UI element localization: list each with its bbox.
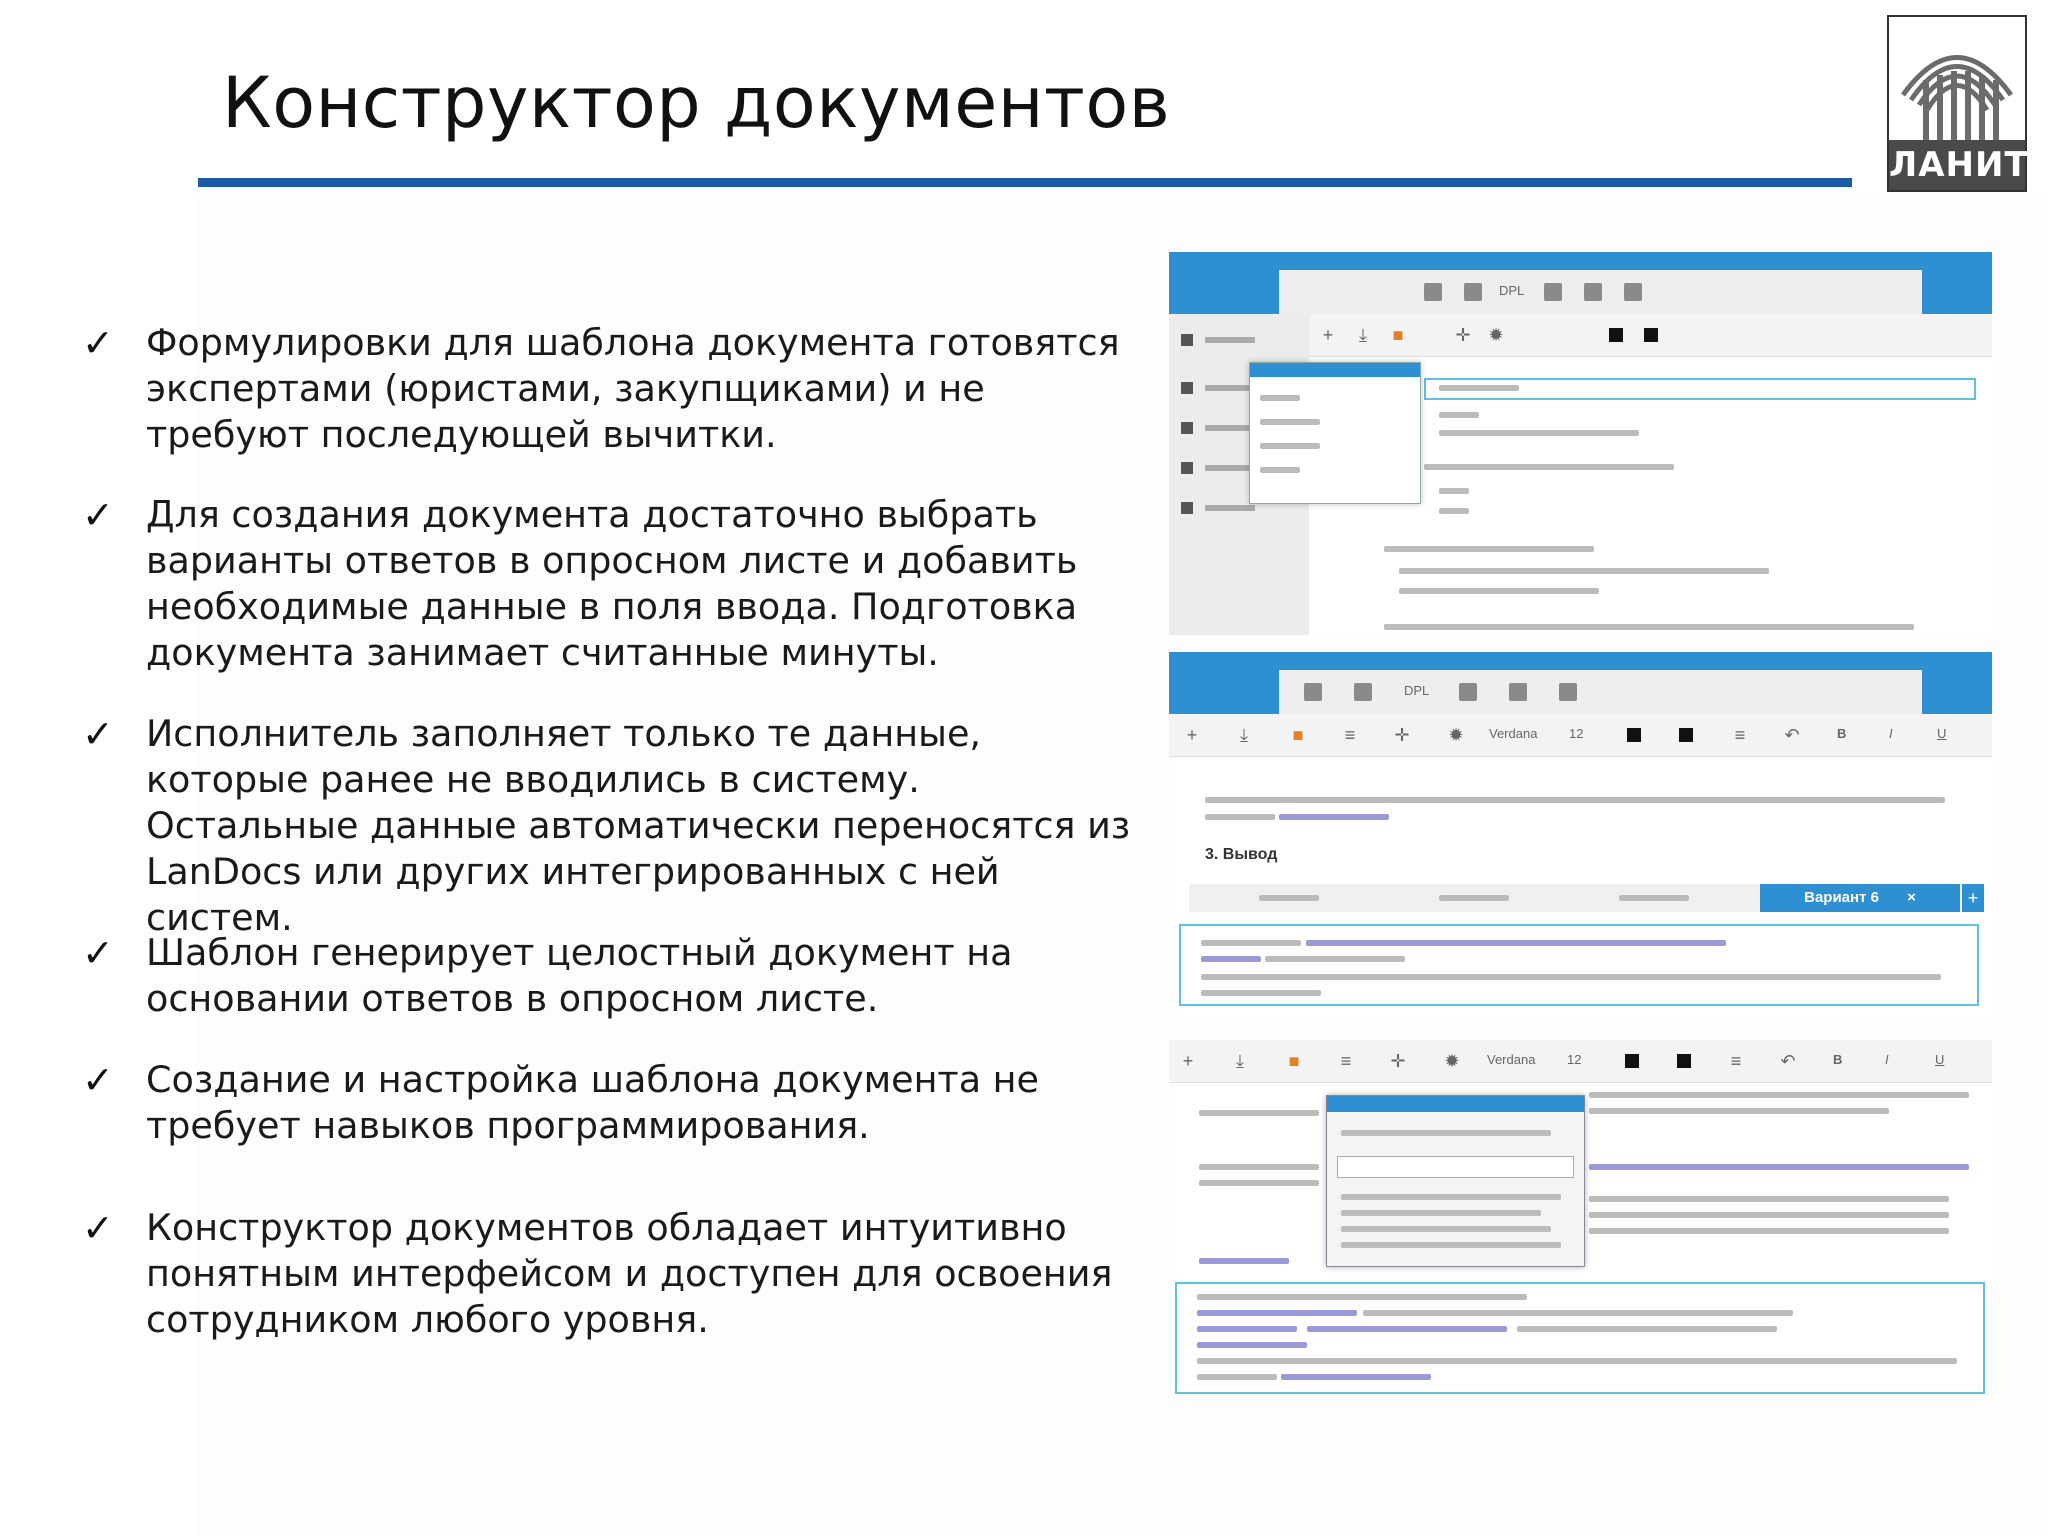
bullet-text: Шаблон генерирует целостный документ на основании ответов в опросном листе. (146, 931, 1013, 1020)
window-titlebar (1169, 652, 1992, 670)
delete-icon[interactable]: ■ (1292, 725, 1304, 745)
text-line (1589, 1228, 1949, 1234)
text-line (1589, 1108, 1889, 1114)
stamp-icon[interactable] (1509, 683, 1527, 701)
section-title: 3. Вывод (1205, 846, 1278, 863)
text-line (1439, 412, 1479, 418)
field-link[interactable] (1197, 1326, 1297, 1332)
variant-tabs (1189, 884, 1984, 912)
title-underline (198, 178, 1852, 187)
text-line (1205, 797, 1945, 803)
download-icon[interactable]: ⤓ (1240, 725, 1248, 745)
undo-icon[interactable]: ↶ (1784, 725, 1800, 745)
text-line (1439, 430, 1639, 436)
text-line (1399, 568, 1769, 574)
text-line (1199, 1110, 1319, 1116)
align-icon[interactable]: ≡ (1730, 1051, 1742, 1071)
text-line (1341, 1226, 1551, 1232)
add-tab-button[interactable]: + (1962, 884, 1984, 912)
save-icon[interactable] (1304, 683, 1322, 701)
check-icon: ✓ (82, 493, 114, 537)
text-line (1197, 1374, 1277, 1380)
text-line (1265, 956, 1405, 962)
text-line (1201, 940, 1301, 946)
bullet-item (82, 930, 1142, 1022)
done-button[interactable] (1922, 670, 1992, 714)
add-icon[interactable]: + (1322, 325, 1334, 345)
undo-icon[interactable]: ↶ (1780, 1051, 1796, 1071)
text-line (1199, 1164, 1319, 1170)
users-icon[interactable] (1544, 283, 1562, 301)
text-line (1384, 546, 1594, 552)
bold-button[interactable]: B (1837, 726, 1847, 741)
bullet-item (82, 492, 1142, 676)
bullet-text: Конструктор документов обладает интуитивно понятным интерфейсом и доступен для освоения сотрудником любого уровня. (146, 1206, 1113, 1341)
settings-icon[interactable]: ✹ (1444, 1051, 1460, 1071)
export-icon[interactable] (1559, 683, 1577, 701)
dpl-button[interactable]: DPL (1499, 283, 1525, 298)
field-link[interactable] (1199, 1258, 1289, 1264)
add-icon[interactable]: + (1186, 725, 1198, 745)
align-icon[interactable]: ≡ (1734, 725, 1746, 745)
close-icon[interactable]: × (1907, 889, 1916, 906)
text-line (1201, 990, 1321, 996)
bullet-text: Создание и настройка шаблона документа не требует навыков программирования. (146, 1058, 1039, 1147)
check-icon: ✓ (82, 712, 114, 756)
export-icon[interactable] (1624, 283, 1642, 301)
text-line (1384, 624, 1914, 630)
print-icon[interactable] (1354, 683, 1372, 701)
font-select[interactable]: Verdana (1489, 726, 1538, 741)
users-icon[interactable] (1459, 683, 1477, 701)
field-link[interactable] (1306, 940, 1726, 946)
ribbon (1169, 670, 1992, 715)
settings-popup (1326, 1095, 1585, 1267)
text-color-icon[interactable] (1625, 1054, 1639, 1068)
check-icon: ✓ (82, 931, 114, 975)
save-button[interactable] (1169, 270, 1279, 314)
fill-color-icon[interactable] (1644, 328, 1658, 342)
check-icon: ✓ (82, 321, 114, 365)
italic-button[interactable]: I (1889, 726, 1893, 741)
underline-button[interactable]: U (1935, 1052, 1945, 1067)
field-link[interactable] (1197, 1342, 1307, 1348)
check-icon: ✓ (82, 1058, 114, 1102)
logo-label: ЛАНИТ (1889, 140, 2025, 190)
underline-button[interactable]: U (1937, 726, 1947, 741)
checkbox-option[interactable] (1260, 443, 1320, 449)
sidebar-item[interactable] (1181, 334, 1301, 346)
save-button[interactable] (1169, 670, 1279, 714)
text-color-icon[interactable] (1609, 328, 1623, 342)
variant-tab[interactable] (1619, 895, 1689, 901)
list-icon[interactable]: ≡ (1344, 725, 1356, 745)
variant-text-box[interactable] (1179, 924, 1979, 1006)
bullet-text: Для создания документа достаточно выбрать варианты ответов в опросном листе и добавить необходимые данные в поля ввода. Подготовка документа занимает считанные минуты. (146, 493, 1078, 674)
field-link[interactable] (1589, 1164, 1969, 1170)
download-icon[interactable]: ⤓ (1359, 325, 1367, 345)
text-line (1399, 588, 1599, 594)
radio-option[interactable] (1260, 419, 1320, 425)
editor-toolbar (1169, 714, 1992, 757)
done-button[interactable] (1922, 270, 1992, 314)
list-icon[interactable]: ≡ (1340, 1051, 1352, 1071)
settings-icon[interactable]: ✹ (1488, 325, 1504, 345)
text-line (1197, 1358, 1957, 1364)
bullet-item (82, 711, 1142, 941)
text-line (1260, 395, 1300, 401)
bullet-item (82, 320, 1142, 458)
screenshot-questionnaire (1169, 252, 1992, 635)
move-icon[interactable]: ✛ (1390, 1051, 1406, 1071)
screenshot-settings (1169, 1040, 1992, 1400)
text-option[interactable] (1260, 467, 1300, 473)
check-icon: ✓ (82, 1206, 114, 1250)
bullet-item (82, 1205, 1142, 1343)
field-link[interactable] (1307, 1326, 1507, 1332)
text-line (1199, 1180, 1319, 1186)
fill-color-icon[interactable] (1677, 1054, 1691, 1068)
add-element-popup (1249, 362, 1421, 504)
text-line (1589, 1212, 1949, 1218)
lanit-logo (1887, 15, 2027, 192)
delete-icon[interactable]: ■ (1288, 1051, 1300, 1071)
delete-icon[interactable]: ■ (1392, 325, 1404, 345)
checkbox-option[interactable] (1341, 1130, 1551, 1136)
print-icon[interactable] (1464, 283, 1482, 301)
italic-button[interactable]: I (1885, 1052, 1889, 1067)
variant-tab-active[interactable] (1760, 884, 1960, 912)
text-line (1517, 1326, 1777, 1332)
text-line (1341, 1242, 1561, 1248)
field-link[interactable] (1279, 814, 1389, 820)
variant-tab[interactable] (1439, 895, 1509, 901)
text-line (1424, 464, 1674, 470)
editor-toolbar (1309, 314, 1992, 357)
text-line (1439, 488, 1469, 494)
text-line (1341, 1194, 1561, 1200)
save-icon[interactable] (1424, 283, 1442, 301)
move-icon[interactable]: ✛ (1394, 725, 1410, 745)
move-icon[interactable]: ✛ (1455, 325, 1471, 345)
bold-button[interactable]: B (1833, 1052, 1843, 1067)
download-icon[interactable]: ⤓ (1236, 1051, 1244, 1071)
slide-title: Конструктор документов (222, 62, 1171, 144)
text-line (1363, 1310, 1793, 1316)
ribbon (1169, 270, 1992, 315)
settings-input[interactable] (1337, 1156, 1574, 1178)
clause-text-box[interactable] (1175, 1282, 1985, 1394)
text-line (1589, 1196, 1949, 1202)
variant-tab[interactable] (1259, 895, 1319, 901)
text-line (1205, 814, 1275, 820)
text-line (1589, 1092, 1969, 1098)
text-line (1439, 385, 1519, 391)
text-line (1197, 1294, 1527, 1300)
text-color-icon[interactable] (1627, 728, 1641, 742)
font-size-select[interactable]: 12 (1569, 726, 1584, 741)
stamp-icon[interactable] (1584, 283, 1602, 301)
add-icon[interactable]: + (1182, 1051, 1194, 1071)
variant-tab-label: Вариант 6 (1804, 889, 1879, 906)
dpl-button[interactable]: DPL (1404, 683, 1430, 698)
font-size-select[interactable]: 12 (1567, 1052, 1582, 1067)
window-titlebar (1169, 252, 1992, 270)
text-line (1439, 508, 1469, 514)
settings-icon[interactable]: ✹ (1448, 725, 1464, 745)
screenshot-variants (1169, 652, 1992, 1020)
bullet-text: Формулировки для шаблона документа готовятся экспертами (юристами, закупщиками) и не требуют последующей вычитки. (146, 321, 1120, 456)
bullet-text: Исполнитель заполняет только те данные, которые ранее не вводились в систему. Остальные данные автоматически переносятся из LanDocs или других интегрированных с ней систем. (146, 712, 1131, 939)
field-link[interactable] (1281, 1374, 1431, 1380)
bullet-item (82, 1057, 1142, 1149)
field-link[interactable] (1201, 956, 1261, 962)
editor-toolbar (1169, 1040, 1992, 1083)
fill-color-icon[interactable] (1679, 728, 1693, 742)
logo-arches-icon (1897, 25, 2017, 145)
text-line (1201, 974, 1941, 980)
font-select[interactable]: Verdana (1487, 1052, 1536, 1067)
field-link[interactable] (1197, 1310, 1357, 1316)
text-line (1341, 1210, 1541, 1216)
